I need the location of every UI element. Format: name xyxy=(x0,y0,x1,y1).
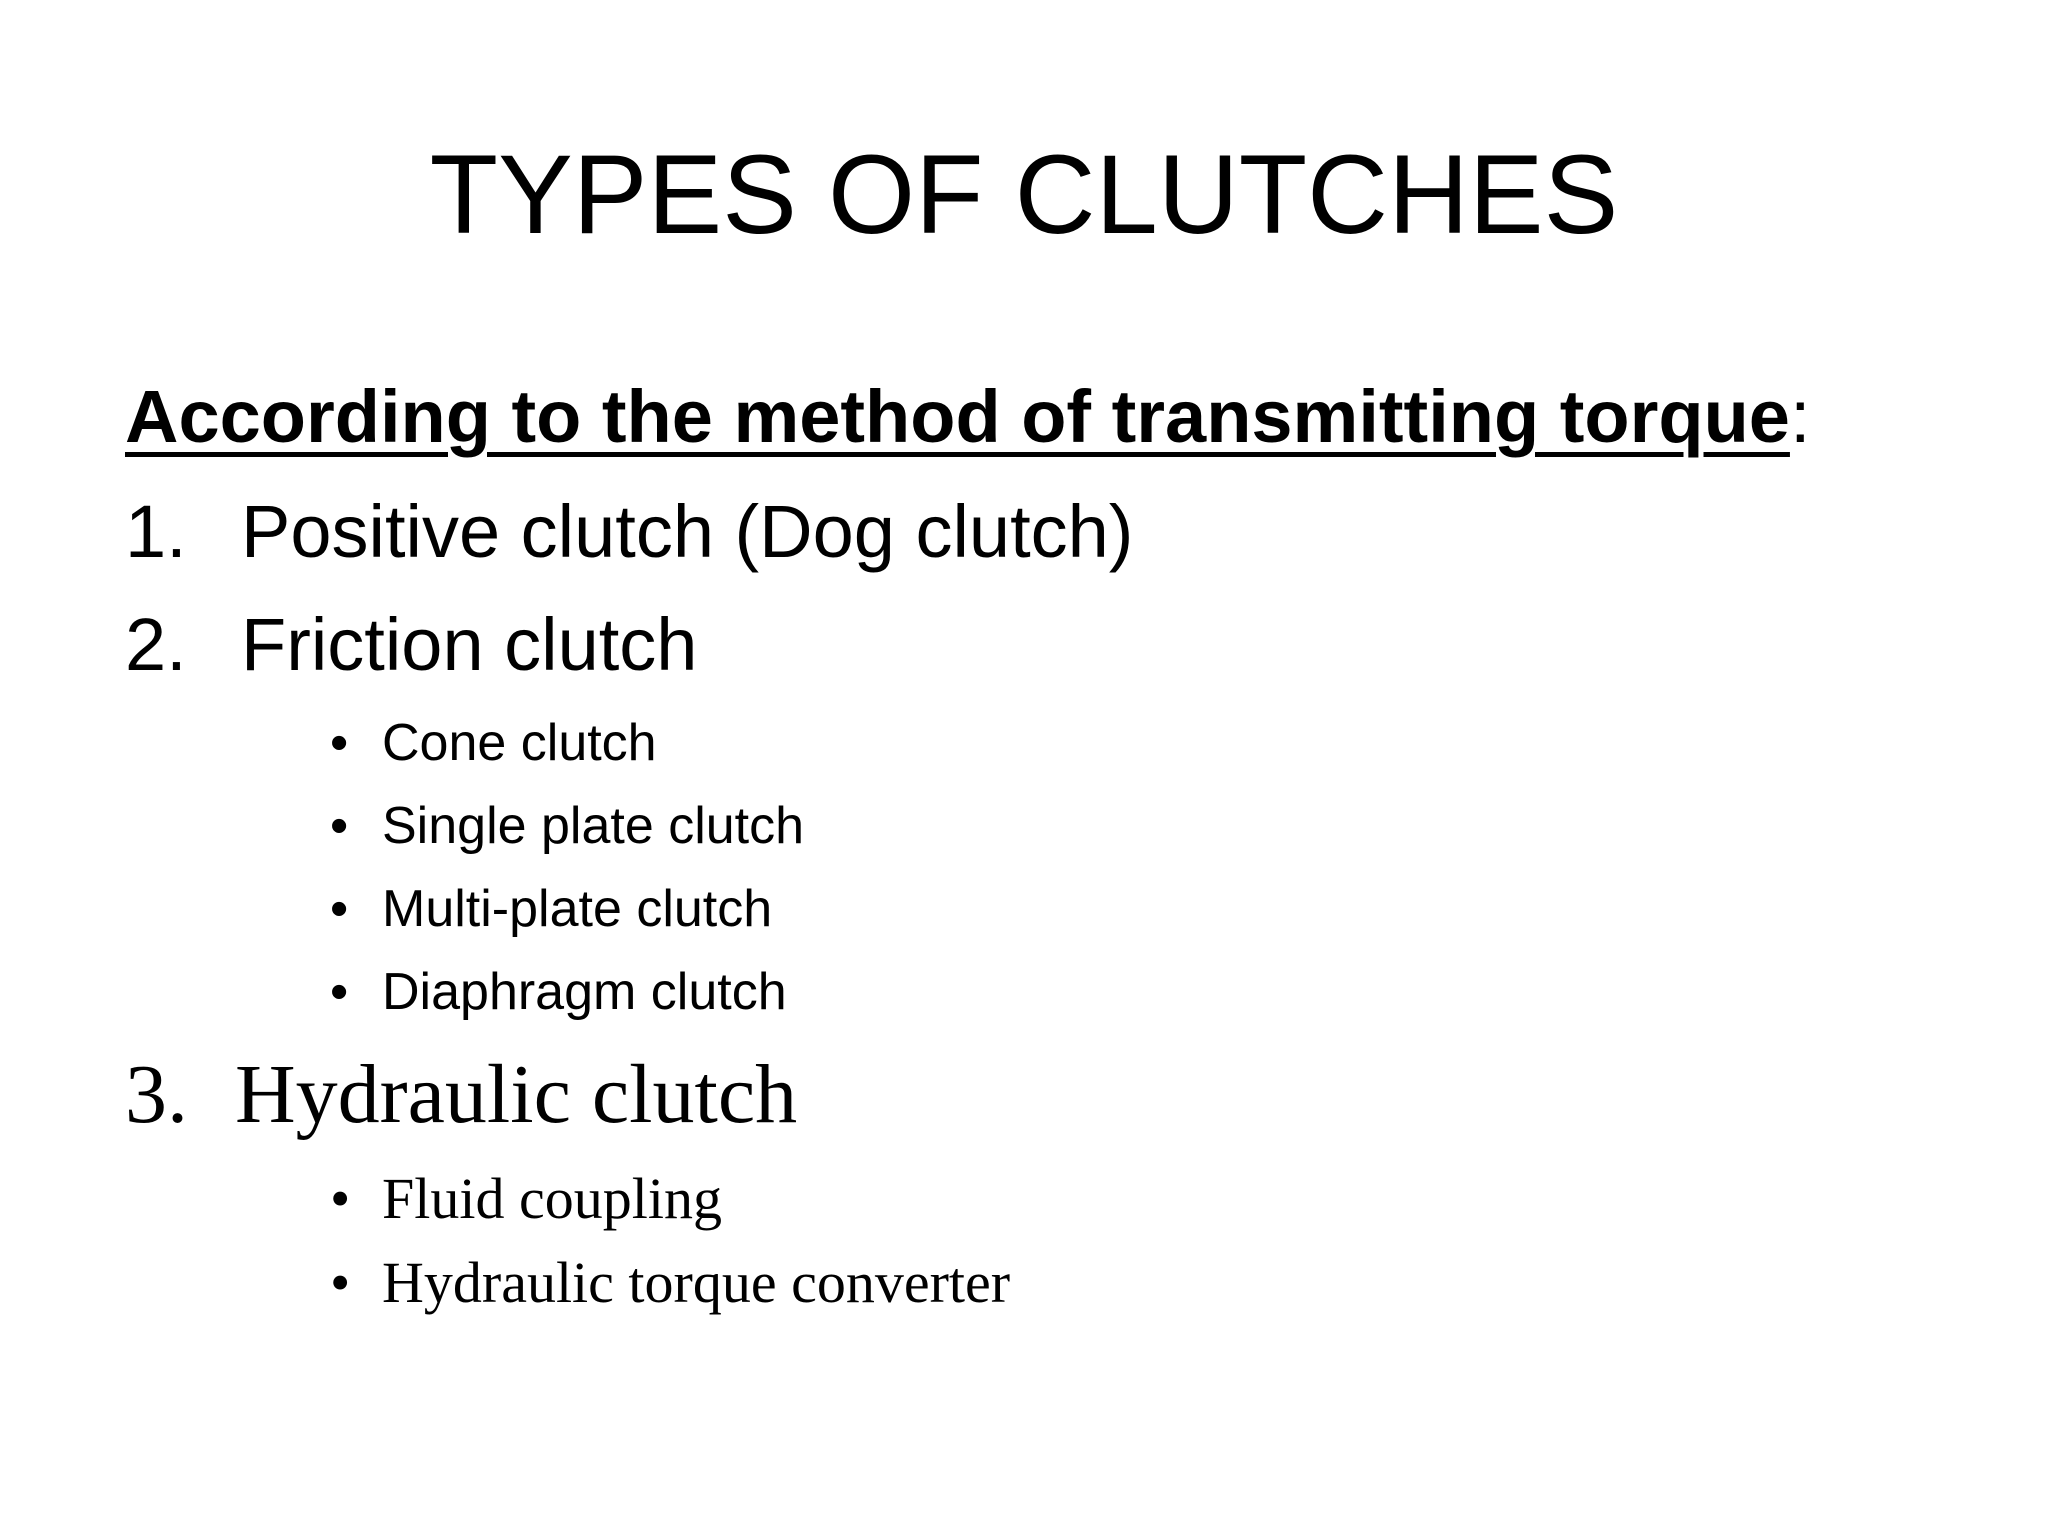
subitem-label: Multi-plate clutch xyxy=(382,880,773,938)
list-item-friction-clutch xyxy=(125,600,697,690)
list-item-number: 2. xyxy=(125,603,187,686)
subitem-label: Diaphragm clutch xyxy=(382,963,787,1021)
bullet-icon: • xyxy=(330,880,349,938)
list-item-positive-clutch xyxy=(125,487,1133,577)
bullet-icon: • xyxy=(330,963,349,1021)
bullet-icon: • xyxy=(330,1166,351,1231)
list-item-label: Positive clutch (Dog clutch) xyxy=(241,490,1134,573)
subitem-multi-plate-clutch xyxy=(330,876,772,942)
section-heading-text: According to the method of transmitting torque xyxy=(125,375,1790,458)
list-item-number: 3. xyxy=(125,1048,188,1141)
bullet-icon: • xyxy=(330,714,349,772)
slide-title: TYPES OF CLUTCHES xyxy=(429,132,1619,257)
subitem-single-plate-clutch xyxy=(330,793,804,859)
subitem-label: Cone clutch xyxy=(382,714,657,772)
subitem-fluid-coupling xyxy=(330,1166,722,1232)
list-item-label: Friction clutch xyxy=(241,603,698,686)
list-item-hydraulic-clutch xyxy=(125,1050,797,1140)
section-heading-colon: : xyxy=(1789,375,1811,458)
subitem-label: Hydraulic torque converter xyxy=(382,1250,1011,1315)
subitem-cone-clutch xyxy=(330,710,657,776)
section-heading xyxy=(125,372,1811,462)
subitem-hydraulic-torque-converter xyxy=(330,1250,1010,1316)
subitem-label: Fluid coupling xyxy=(382,1166,722,1231)
bullet-icon: • xyxy=(330,1250,351,1315)
bullet-icon: • xyxy=(330,797,349,855)
list-item-number: 1. xyxy=(125,490,187,573)
subitem-label: Single plate clutch xyxy=(382,797,805,855)
list-item-label: Hydraulic clutch xyxy=(235,1048,798,1141)
subitem-diaphragm-clutch xyxy=(330,959,787,1025)
